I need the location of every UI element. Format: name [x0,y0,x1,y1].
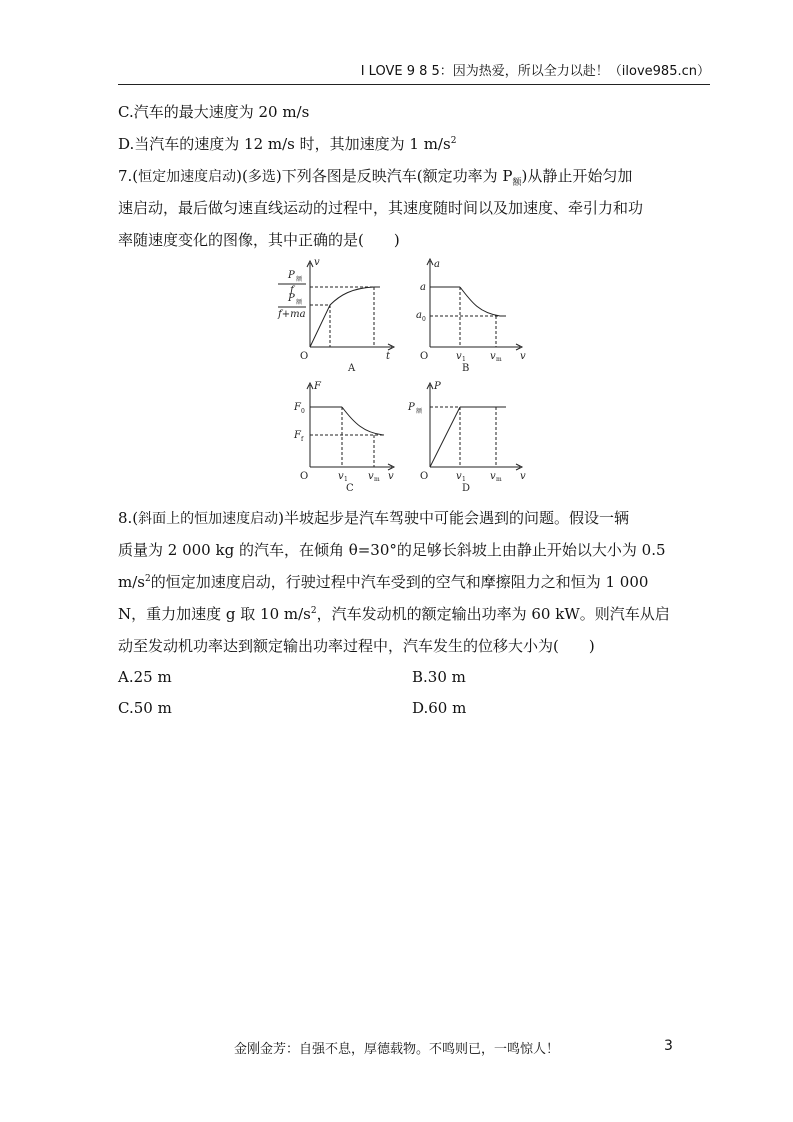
footer-motto: 金刚金芳：自强不息，厚德载物。不鸣则已，一鸣惊人！ [233,1042,559,1057]
q7-line-2: 速启动，最后做匀速直线运动的过程中，其速度随时间以及加速度、牵引力和功 [118,199,644,217]
graph-c-f0-sub: 0 [301,408,305,415]
q7-rest: )下列各图是反映汽车(额定功率为 P [275,167,513,185]
graph-c-v1: v [338,471,344,482]
graph-c-ff-sub: f [301,436,304,443]
q8-line3-a: m/s [118,573,145,591]
graph-a-xaxis: t [386,351,391,362]
graph-d-vm-sub: m [496,476,502,483]
q8-line4-sup: 2 [310,606,317,616]
graph-b-vm-sub: m [496,356,502,363]
q6-option-d-text: D.当汽车的速度为 12 m/s 时，其加速度为 1 m/s [118,135,451,153]
q8-line3-b: 的恒定加速度启动，行驶过程中汽车受到的空气和摩擦阻力之和恒为 1 000 [150,573,649,591]
q8-line4-a: N，重力加速度 g 取 10 m/s [118,605,311,623]
graph-b-a0-sub: 0 [422,316,426,323]
graph-d-v1-sub: 1 [462,476,466,483]
graph-c-f0: F [294,402,301,413]
graph-b-yaxis: a [434,259,440,270]
q6-option-c: C.汽车的最大速度为 20 m/s [118,103,310,121]
q8-line-2: 质量为 2 000 kg 的汽车，在倾角 θ=30°的足够长斜坡上由静止开始以大小为 0.5 [118,541,666,559]
graph-a-top-sub: 额 [296,276,303,283]
graph-b-v1-sub: 1 [462,356,466,363]
graph-d-vm: v [490,471,496,482]
graph-a-mid-num: P [288,293,295,304]
graph-a-top-den: f [290,285,294,296]
graph-c [307,383,394,470]
q8-option-c: C.50 m [118,699,172,717]
graph-b-xaxis: v [520,351,526,362]
q7-line-3: 率随速度变化的图像，其中正确的是( ) [118,231,400,249]
graph-c-yaxis: F [314,381,321,392]
graph-a-origin: O [300,351,309,362]
q8-line-4 [118,604,670,624]
graph-d-v1: v [456,471,462,482]
graph-d [427,383,522,470]
graph-d-p-sub: 额 [416,408,423,415]
graph-b-v1: v [456,351,462,362]
q8-rest: )半坡起步是汽车驾驶中可能会遇到的问题。假设一辆 [278,509,630,527]
graph-c-vm-sub: m [374,476,380,483]
graph-d-p: P [408,402,415,413]
graphs-figure [270,255,530,495]
graph-a-caption: A [348,363,356,374]
graph-b [427,259,522,350]
q7-end: )从静止开始匀加 [521,167,633,185]
q8-option-d: D.60 m [412,699,467,717]
q8-num: 8.( [118,509,139,527]
graph-a-yaxis: v [314,257,320,268]
graph-c-caption: C [346,483,354,494]
graph-d-origin: O [420,471,429,482]
page-number: 3 [664,1038,673,1054]
graph-b-a0: a [416,310,422,321]
graph-a-top-num: P [288,270,295,281]
q7-sub: 额 [512,178,522,188]
q8-line-5: 动至发动机功率达到额定输出功率过程中，汽车发生的位移大小为( ) [118,637,595,655]
q8-line-3 [118,572,648,592]
graph-c-vm: v [368,471,374,482]
graph-b-caption: B [462,363,470,374]
q7-tag2: 多选 [247,169,276,185]
graph-c-origin: O [300,471,309,482]
q8-tag: 斜面上的恒加速度启动 [138,511,279,527]
graph-a-mid-sub: 额 [296,299,303,306]
graph-b-vm: v [490,351,496,362]
q8-line3-sup: 2 [144,574,151,584]
q7-mid: )( [236,167,248,185]
q7-tag: 恒定加速度启动 [138,169,237,185]
q6-option-d-sup: 2 [450,136,457,146]
q8-line4-b: ，汽车发动机的额定输出功率为 60 kW。则汽车从启 [316,605,670,623]
graph-c-v1-sub: 1 [344,476,348,483]
header-text: I LOVE 9 8 5：因为热爱，所以全力以赴！（ilove985.cn） [360,64,710,79]
q8-option-b: B.30 m [412,668,466,686]
graph-c-xaxis: v [388,471,394,482]
q8-option-a: A.25 m [118,668,172,686]
q8-line-1 [118,508,629,529]
graph-b-origin: O [420,351,429,362]
q6-option-d [118,134,456,154]
graph-c-ff: F [294,430,301,441]
q7-line-1 [118,166,632,193]
graph-d-yaxis: P [434,381,441,392]
graph-a-mid-den: f+ma [278,309,306,320]
page-header [118,62,710,85]
graph-d-caption: D [462,483,471,494]
graph-d-xaxis: v [520,471,526,482]
graph-b-a: a [420,282,426,293]
q7-num: 7.( [118,167,139,185]
